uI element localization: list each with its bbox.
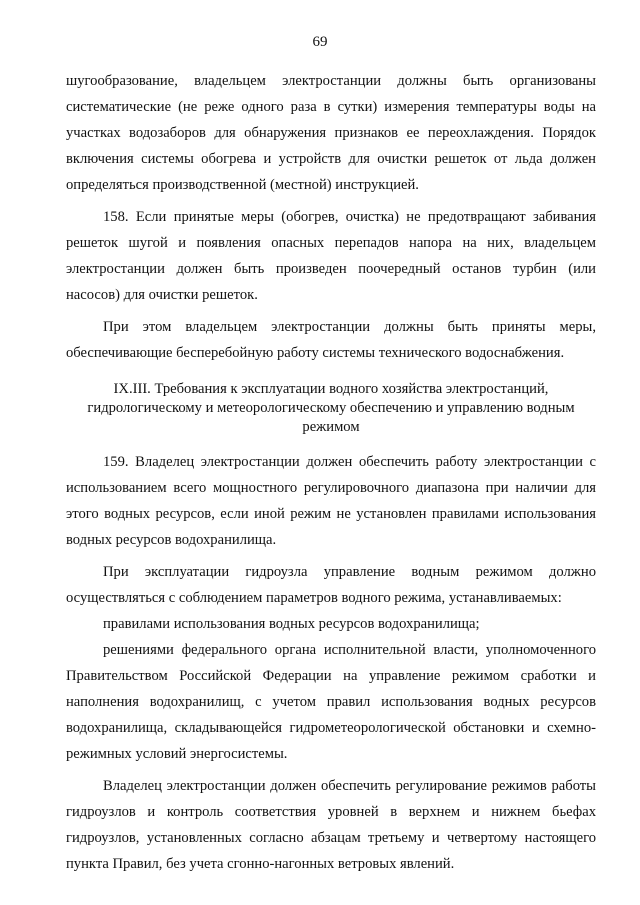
- paragraph-measures: При этом владельцем электростанции должны быть приняты меры, обеспечивающие бесперебойную работу системы технического водоснабжения.: [66, 319, 596, 361]
- paragraph-continuation: шугообразование, владельцем электростанции должны быть организованы систематические (не реже одного раза в сутки) измерения температуры воды на участках водозаборов для обнаружения признаков ее переохлаждения. Порядок включения системы обогрева и устройств для очистки решеток от льда должен определяться производственной (местной) инструкцией.: [66, 73, 596, 193]
- paragraph-regulation-control: Владелец электростанции должен обеспечить регулирование режимов работы гидроузлов и контроль соответствия уровней в верхнем и нижнем бьефах гидроузлов, установленных согласно абзацам третьему и четвертому настоящего пункта Правил, без учета сгонно-нагонных ветровых явлений.: [66, 778, 596, 872]
- section-heading: IX.III. Требования к эксплуатации водного хозяйства электростанций, гидрологическому и метеорологическому обеспечению и управлению водным режимом: [87, 381, 575, 435]
- page-number: 69: [312, 34, 328, 50]
- document-body: [66, 68, 596, 877]
- paragraph-reservoir-rules: правилами использования водных ресурсов водохранилища;: [103, 616, 480, 632]
- paragraph-159: 159. Владелец электростанции должен обеспечить работу электростанции с использованием всего мощностного регулировочного диапазона при наличии для этого водных ресурсов, если иной режим не установлен правилами использования водных ресурсов водохранилища.: [66, 454, 596, 548]
- paragraph-hydro-operation: При эксплуатации гидроузла управление водным режимом должно осуществляться с соблюдением параметров водного режима, устанавливаемых:: [66, 564, 596, 606]
- paragraph-federal-decisions: решениями федерального органа исполнительной власти, уполномоченного Правительством Российской Федерации на управление режимом сработки и наполнения водохранилищ, с учетом правил использования водных ресурсов водохранилища, складывающейся гидрометеорологической обстановки и схемно-режимных условий энергосистемы.: [66, 642, 596, 762]
- paragraph-158: 158. Если принятые меры (обогрев, очистка) не предотвращают забивания решеток шугой и появления опасных перепадов напора на них, владельцем электростанции должен быть произведен поочередный останов турбин (или насосов) для очистки решеток.: [66, 209, 596, 303]
